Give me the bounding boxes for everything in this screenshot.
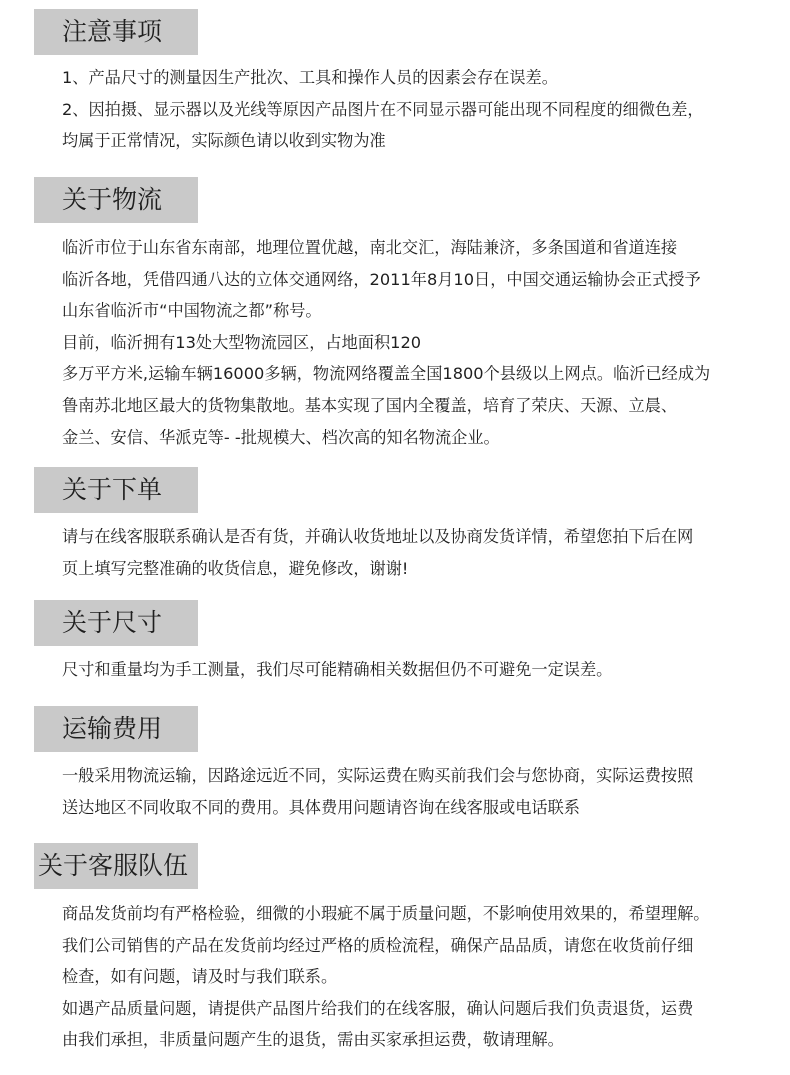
text-line: 目前，临沂拥有13处大型物流园区，占地面积120 <box>62 332 422 352</box>
text-line: 山东省临沂市“中国物流之都”称号。 <box>62 301 322 321</box>
section-body <box>62 760 790 823</box>
text-line: 金兰、安信、华派克等- -批规模大、档次高的知名物流企业。 <box>62 427 500 447</box>
text-line: 临沂市位于山东省东南部，地理位置优越，南北交汇，海陆兼济，多条国道和省道连接 <box>62 238 678 257</box>
text-line: 尺寸和重量均为手工测量，我们尽可能精确相关数据但仍不可避免一定误差。 <box>62 660 613 679</box>
text-line: 均属于正常情况，实际颜色请以收到实物为准 <box>62 131 386 151</box>
section-body <box>62 232 790 453</box>
text-line: 商品发货前均有严格检验，细微的小瑕疵不属于质量问题，不影响使用效果的，希望理解。 <box>62 904 710 923</box>
text-line: 我们公司销售的产品在发货前均经过严格的质检流程，确保产品品质，请您在收货前仔细 <box>62 935 694 955</box>
text-line: 检查，如有问题，请及时与我们联系。 <box>62 967 338 987</box>
text-line: 临沂各地，凭借四通八达的立体交通网络，2011年8月10日，中国交通运输协会正式授予 <box>62 269 701 289</box>
section-heading: 运输费用 <box>34 706 198 752</box>
text-line: 送达地区不同收取不同的费用。具体费用问题请咨询在线客服或电话联系 <box>62 797 580 817</box>
section-body <box>62 654 790 686</box>
text-line: 一般采用物流运输，因路途远近不同，实际运费在购买前我们会与您协商，实际运费按照 <box>62 766 694 785</box>
text-line: 如遇产品质量问题，请提供产品图片给我们的在线客服，确认问题后我们负责退货，运费 <box>62 998 694 1018</box>
section-heading: 关于物流 <box>34 177 198 223</box>
text-line: 请与在线客服联系确认是否有货，并确认收货地址以及协商发货详情，希望您拍下后在网 <box>62 527 694 546</box>
text-line: 由我们承担，非质量问题产生的退货，需由买家承担运费，敬请理解。 <box>62 1030 564 1050</box>
text-line: 1、产品尺寸的测量因生产批次、工具和操作人员的因素会存在误差。 <box>62 68 558 87</box>
section-body <box>62 62 790 157</box>
section-body <box>62 898 790 1056</box>
text-line: 鲁南苏北地区最大的货物集散地。基本实现了国内全覆盖，培育了荣庆、天源、立晨、 <box>62 395 678 415</box>
section-heading: 关于尺寸 <box>34 600 198 646</box>
text-line: 2、因拍摄、显示器以及光线等原因产品图片在不同显示器可能出现不同程度的细微色差， <box>62 99 704 119</box>
section-heading: 关于客服队伍 <box>34 843 198 889</box>
section-heading: 关于下单 <box>34 467 198 513</box>
section-heading: 注意事项 <box>34 9 198 55</box>
text-line: 页上填写完整准确的收货信息，避免修改，谢谢! <box>62 558 409 578</box>
section-body <box>62 521 790 584</box>
text-line: 多万平方米,运输车辆16000多辆，物流网络覆盖全国1800个县级以上网点。临沂已经成为 <box>62 364 711 384</box>
